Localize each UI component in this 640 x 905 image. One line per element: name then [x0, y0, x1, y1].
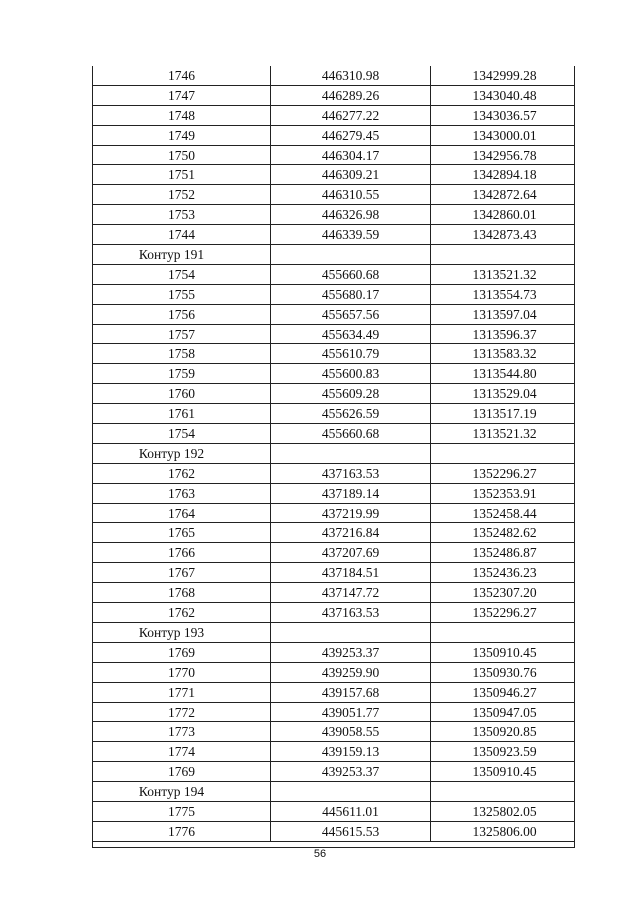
y-coordinate-cell: 1352296.27 [472, 605, 537, 621]
y-coordinate-cell: 1313521.32 [472, 266, 537, 282]
point-number-cell: 1748 [93, 106, 271, 125]
x-coordinate-cell: 455660.68 [271, 265, 431, 284]
x-coordinate-cell: 437207.69 [271, 543, 431, 562]
point-number-cell: 1762 [93, 603, 271, 622]
table-row [93, 325, 574, 345]
x-coordinate-cell [271, 245, 431, 264]
table-row [93, 424, 574, 444]
table-row [93, 643, 574, 663]
point-number-cell: 1764 [93, 504, 271, 523]
y-coordinate-cell: 1342873.43 [472, 227, 537, 243]
x-coordinate-cell: 455610.79 [271, 344, 431, 363]
y-coordinate-cell: 1342956.78 [472, 147, 537, 163]
point-number-cell: 1765 [93, 523, 271, 542]
point-number-cell: 1760 [93, 384, 271, 403]
point-number-cell: Контур 194 [93, 782, 271, 801]
point-number-cell: Контур 193 [93, 623, 271, 642]
table-row [93, 384, 574, 404]
x-coordinate-cell: 445615.53 [271, 822, 431, 841]
table-row [93, 404, 574, 424]
contour-header-row [93, 444, 574, 464]
x-coordinate-cell: 437163.53 [271, 464, 431, 483]
y-coordinate-cell: 1342999.28 [472, 68, 537, 83]
y-coordinate-cell [431, 444, 574, 463]
point-number-cell: 1755 [93, 285, 271, 304]
point-number-cell: 1769 [93, 643, 271, 662]
y-coordinate-cell [431, 782, 574, 801]
y-coordinate-cell: 1342894.18 [472, 167, 537, 183]
y-coordinate-cell: 1313521.32 [472, 426, 537, 442]
point-number-cell: 1751 [93, 165, 271, 184]
table-row [93, 66, 574, 86]
point-number-cell: 1747 [93, 86, 271, 105]
table-row [93, 364, 574, 384]
point-number-cell: 1772 [93, 703, 271, 722]
x-coordinate-cell: 446304.17 [271, 146, 431, 165]
x-coordinate-cell: 437216.84 [271, 523, 431, 542]
y-coordinate-cell: 1313583.32 [472, 346, 537, 362]
y-coordinate-cell: 1350920.85 [472, 724, 537, 740]
point-number-cell: 1774 [93, 742, 271, 761]
y-coordinate-cell [431, 623, 574, 642]
x-coordinate-cell [271, 782, 431, 801]
point-number-cell: 1768 [93, 583, 271, 602]
y-coordinate-cell: 1313517.19 [472, 406, 537, 422]
x-coordinate-cell: 439051.77 [271, 703, 431, 722]
x-coordinate-cell: 439159.13 [271, 742, 431, 761]
table-row [93, 663, 574, 683]
x-coordinate-cell: 439157.68 [271, 683, 431, 702]
x-coordinate-cell: 439259.90 [271, 663, 431, 682]
x-coordinate-cell: 437219.99 [271, 504, 431, 523]
y-coordinate-cell: 1350947.05 [472, 704, 537, 720]
point-number-cell: 1752 [93, 185, 271, 204]
point-number-cell: 1757 [93, 325, 271, 344]
coordinates-table [92, 66, 575, 848]
table-row [93, 484, 574, 504]
x-coordinate-cell: 455626.59 [271, 404, 431, 423]
table-row [93, 86, 574, 106]
x-coordinate-cell: 455609.28 [271, 384, 431, 403]
x-coordinate-cell: 446309.21 [271, 165, 431, 184]
table-row [93, 683, 574, 703]
table-row [93, 185, 574, 205]
page-number: 56 [313, 848, 327, 860]
y-coordinate-cell: 1325802.05 [472, 803, 537, 819]
point-number-cell: 1758 [93, 344, 271, 363]
y-coordinate-cell: 1352307.20 [472, 585, 537, 601]
point-number-cell: 1769 [93, 762, 271, 781]
x-coordinate-cell: 446289.26 [271, 86, 431, 105]
table-row [93, 285, 574, 305]
table-row [93, 126, 574, 146]
table-row [93, 703, 574, 723]
table-row [93, 802, 574, 822]
point-number-cell: 1750 [93, 146, 271, 165]
y-coordinate-cell: 1352296.27 [472, 465, 537, 481]
x-coordinate-cell: 455600.83 [271, 364, 431, 383]
y-coordinate-cell: 1343036.57 [472, 107, 537, 123]
point-number-cell: 1771 [93, 683, 271, 702]
point-number-cell: 1756 [93, 305, 271, 324]
y-coordinate-cell: 1342872.64 [472, 187, 537, 203]
y-coordinate-cell: 1350946.27 [472, 684, 537, 700]
y-coordinate-cell: 1350923.59 [472, 744, 537, 760]
table-row [93, 523, 574, 543]
point-number-cell: 1753 [93, 205, 271, 224]
table-row [93, 563, 574, 583]
point-number-cell: Контур 191 [93, 245, 271, 264]
x-coordinate-cell: 455680.17 [271, 285, 431, 304]
x-coordinate-cell: 446279.45 [271, 126, 431, 145]
y-coordinate-cell: 1352458.44 [472, 505, 537, 521]
y-coordinate-cell: 1313596.37 [472, 326, 537, 342]
table-row [93, 344, 574, 364]
point-number-cell: 1767 [93, 563, 271, 582]
table-row [93, 265, 574, 285]
x-coordinate-cell: 439058.55 [271, 722, 431, 741]
contour-header-row [93, 623, 574, 643]
x-coordinate-cell: 446310.55 [271, 185, 431, 204]
point-number-cell: 1754 [93, 424, 271, 443]
point-number-cell: 1761 [93, 404, 271, 423]
x-coordinate-cell: 437184.51 [271, 563, 431, 582]
y-coordinate-cell: 1343040.48 [472, 87, 537, 103]
table-row [93, 742, 574, 762]
x-coordinate-cell: 455657.56 [271, 305, 431, 324]
x-coordinate-cell: 437163.53 [271, 603, 431, 622]
x-coordinate-cell: 439253.37 [271, 762, 431, 781]
y-coordinate-cell: 1352486.87 [472, 545, 537, 561]
point-number-cell: Контур 192 [93, 444, 271, 463]
x-coordinate-cell: 455660.68 [271, 424, 431, 443]
table-row [93, 165, 574, 185]
table-row [93, 225, 574, 245]
point-number-cell: 1759 [93, 364, 271, 383]
x-coordinate-cell [271, 623, 431, 642]
table-row [93, 146, 574, 166]
table-row [93, 543, 574, 563]
y-coordinate-cell: 1313544.80 [472, 366, 537, 382]
table-row [93, 583, 574, 603]
point-number-cell: 1754 [93, 265, 271, 284]
point-number-cell: 1746 [93, 66, 271, 85]
point-number-cell: 1749 [93, 126, 271, 145]
table-row [93, 722, 574, 742]
point-number-cell: 1775 [93, 802, 271, 821]
y-coordinate-cell: 1352353.91 [472, 485, 537, 501]
y-coordinate-cell: 1352436.23 [472, 565, 537, 581]
x-coordinate-cell: 446339.59 [271, 225, 431, 244]
x-coordinate-cell: 437147.72 [271, 583, 431, 602]
contour-header-row [93, 245, 574, 265]
y-coordinate-cell: 1313597.04 [472, 306, 537, 322]
y-coordinate-cell: 1342860.01 [472, 207, 537, 223]
point-number-cell: 1766 [93, 543, 271, 562]
table-row [93, 603, 574, 623]
x-coordinate-cell: 446277.22 [271, 106, 431, 125]
x-coordinate-cell: 446310.98 [271, 66, 431, 85]
table-row [93, 205, 574, 225]
point-number-cell: 1763 [93, 484, 271, 503]
y-coordinate-cell: 1325806.00 [472, 823, 537, 839]
y-coordinate-cell: 1352482.62 [472, 525, 537, 541]
y-coordinate-cell [431, 245, 574, 264]
y-coordinate-cell: 1350930.76 [472, 664, 537, 680]
table-row [93, 762, 574, 782]
table-row [93, 305, 574, 325]
point-number-cell: 1776 [93, 822, 271, 841]
table-row [93, 464, 574, 484]
y-coordinate-cell: 1343000.01 [472, 127, 537, 143]
table-row [93, 106, 574, 126]
point-number-cell: 1762 [93, 464, 271, 483]
x-coordinate-cell: 439253.37 [271, 643, 431, 662]
x-coordinate-cell: 455634.49 [271, 325, 431, 344]
y-coordinate-cell: 1350910.45 [472, 644, 537, 660]
y-coordinate-cell: 1350910.45 [472, 764, 537, 780]
x-coordinate-cell: 437189.14 [271, 484, 431, 503]
table-row [93, 822, 574, 842]
point-number-cell: 1744 [93, 225, 271, 244]
point-number-cell: 1770 [93, 663, 271, 682]
x-coordinate-cell: 446326.98 [271, 205, 431, 224]
point-number-cell: 1773 [93, 722, 271, 741]
y-coordinate-cell: 1313529.04 [472, 386, 537, 402]
x-coordinate-cell: 445611.01 [271, 802, 431, 821]
y-coordinate-cell: 1313554.73 [472, 286, 537, 302]
table-row [93, 504, 574, 524]
contour-header-row [93, 782, 574, 802]
x-coordinate-cell [271, 444, 431, 463]
